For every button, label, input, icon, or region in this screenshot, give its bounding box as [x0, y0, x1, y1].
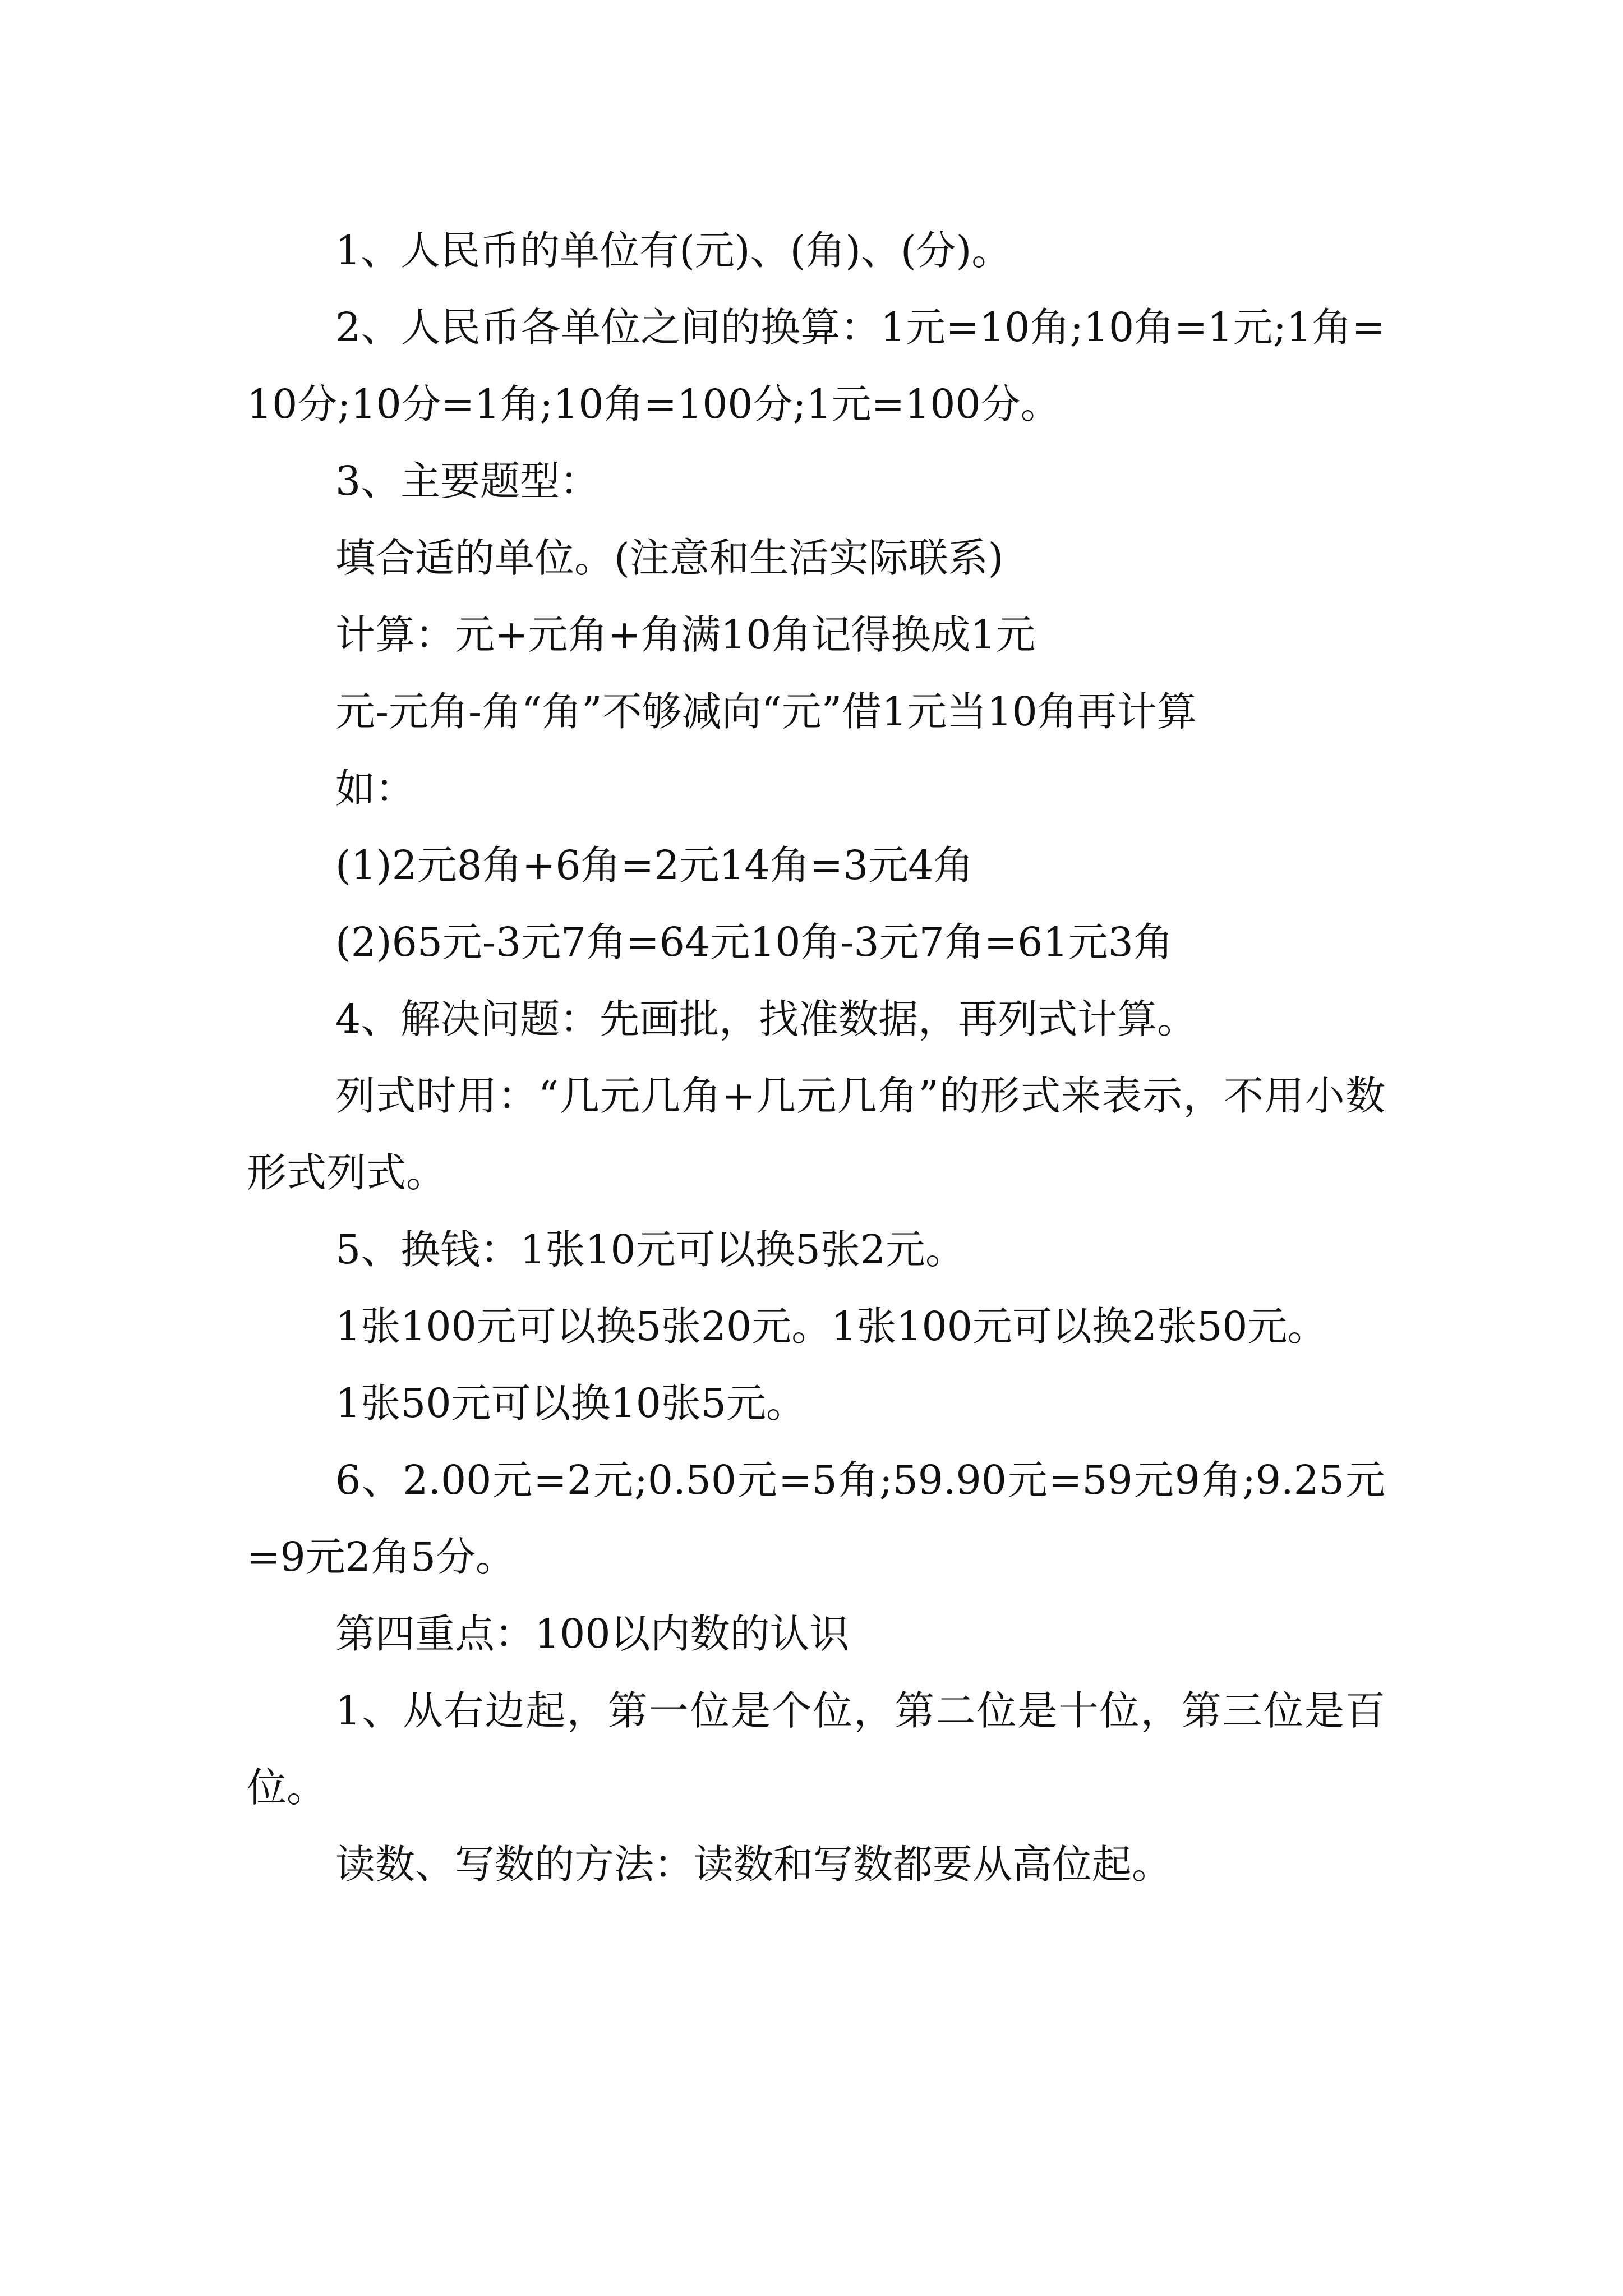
paragraph-problem-solving: 4、解决问题：先画批，找准数据，再列式计算。 [335, 996, 1197, 1042]
paragraph-exchange-2: 1张100元可以换5张20元。1张100元可以换2张50元。 [335, 1303, 1327, 1350]
paragraph-exchange-3: 1张50元可以换10张5元。 [335, 1380, 806, 1427]
paragraph-section-heading: 第四重点：100以内数的认识 [335, 1611, 850, 1657]
paragraph-question-types-heading: 3、主要题型： [335, 458, 600, 504]
paragraph-decimal-conversion: 6、2.00元=2元;0.50元=5角;59.90元=59元9角;9.25元=9元2角5分。 [247, 1457, 1385, 1580]
paragraph-addition-rule: 计算：元+元角+角满10角记得换成1元 [335, 611, 1036, 658]
paragraph-rmb-units: 1、人民币的单位有(元)、(角)、(分)。 [335, 227, 1012, 274]
paragraph-example-heading: 如： [335, 765, 416, 812]
paragraph-place-values: 1、从右边起，第一位是个位，第二位是十位，第三位是百位。 [247, 1687, 1385, 1811]
paragraph-fill-units: 填合适的单位。(注意和生活实际联系) [335, 535, 1004, 581]
paragraph-exchange-1: 5、换钱：1张10元可以换5张2元。 [335, 1226, 966, 1273]
paragraph-example-2: (2)65元-3元7角=64元10角-3元7角=61元3角 [335, 919, 1173, 965]
document-body [247, 212, 1385, 1903]
paragraph-read-write-method: 读数、写数的方法：读数和写数都要从高位起。 [335, 1841, 1172, 1888]
paragraph-subtraction-rule: 元-元角-角“角”不够减向“元”借1元当10角再计算 [335, 688, 1197, 735]
paragraph-unit-conversion: 2、人民币各单位之间的换算：1元=10角;10角=1元;1角=10分;10分=1角;10角=100分;1元=100分。 [247, 304, 1385, 427]
paragraph-expression-format: 列式时用：“几元几角+几元几角”的形式来表示，不用小数形式列式。 [247, 1073, 1385, 1196]
paragraph-example-1: (1)2元8角+6角=2元14角=3元4角 [335, 842, 974, 889]
